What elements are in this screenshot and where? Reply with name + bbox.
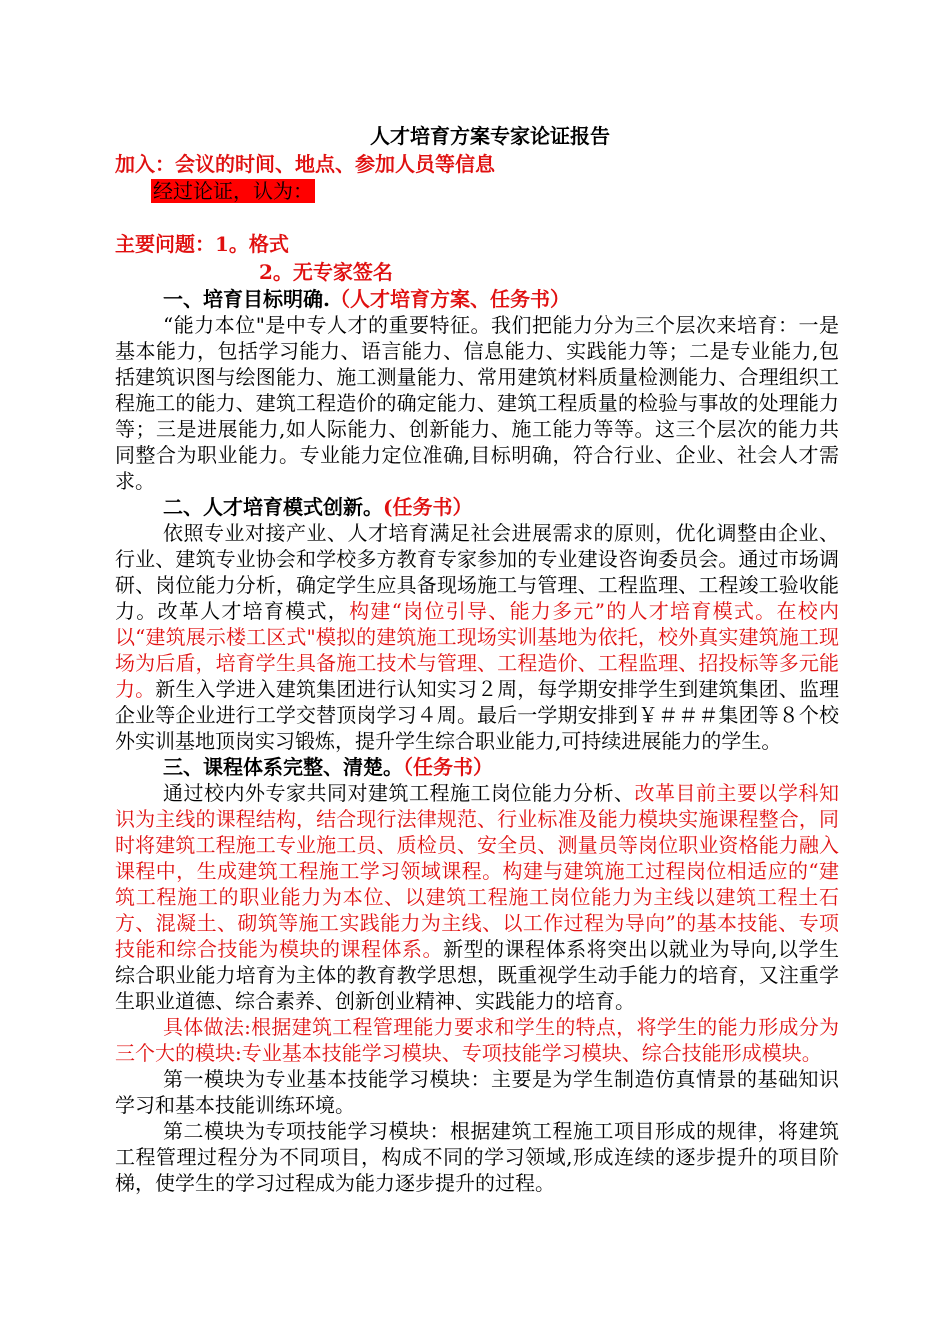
paragraph-method: 具体做法:根据建筑工程管理能力要求和学生的特点，将学生的能力形成分为三个大的模块:专业基本技能学习模块、专项技能学习模块、综合技能形成模块。 bbox=[115, 1015, 839, 1065]
section-heading-text: 一、培育目标明确. bbox=[163, 287, 330, 311]
meeting-info-note: 加入：会议的时间、地点、参加人员等信息 bbox=[115, 152, 495, 176]
paragraph-ability: “能力本位"是中专人才的重要特征。我们把能力分为三个层次来培育：一是基本能力，包括学习能力、语言能力、信息能力、实践能力等；二是专业能力,包括建筑识图与绘图能力、施工测量能力、常用建筑材料质量检测能力、合理组织工程施工的能力、建筑工程造价的确定能力、建筑工程质量的检验与事故的处理能力等；三是进展能力,如人际能力、创新能力、施工能力等等。这三个层次的能力共同整合为职业能力。专业能力定位准确,目标明确，符合行业、企业、社会人才需求。 bbox=[115, 313, 839, 493]
paragraph-module-2: 第二模块为专项技能学习模块：根据建筑工程施工项目形成的规律，将建筑工程管理过程分为不同项目，构成不同的学习领域,形成连续的逐步提升的项目阶梯，使学生的学习过程成为能力逐步提升的过程。 bbox=[115, 1119, 839, 1195]
highlight-line bbox=[151, 178, 839, 204]
paragraph-curriculum bbox=[115, 780, 839, 1014]
section-heading-text: 二、人才培育模式创新。 bbox=[163, 495, 383, 519]
blank-line bbox=[115, 204, 839, 230]
paragraph-text: 新生入学进入建筑集团进行认知实习２周，每学期安排学生到建筑集团、监理企业等企业进行工学交替顶岗学习４周。最后一学期安排到￥＃＃＃集团等８个校外实训基地顶岗实习锻炼，提升学生综合职业能力,可持续进展能力的学生。 bbox=[115, 677, 840, 753]
section-heading-tag: （任务书） bbox=[403, 755, 493, 779]
highlighted-text: 经过论证，认为： bbox=[153, 179, 313, 203]
section-heading-text: 三、课程体系完整、清楚。 bbox=[163, 755, 403, 779]
paragraph-text: 新型的课程体系将突出以就业为导向,以学生综合职业能力培育为主体的教育教学思想，既重视学生动手能力的培育，又注重学生职业道德、综合素养、创新创业精神、实践能力的培育。 bbox=[115, 937, 840, 1013]
paragraph-text: 依照专业对接产业、人才培育满足社会进展需求的原则，优化调整由企业、行业、建筑专业协会和学校多方教育专家参加的专业建设咨询委员会。通过市场调研、岗位能力分析，确定学生应具备现场施工与管理、工程监理、工程竣工验收能力。改革人才培育模式， bbox=[115, 521, 839, 623]
paragraph-module-1: 第一模块为专业基本技能学习模块：主要是为学生制造仿真情景的基础知识学习和基本技能训练环境。 bbox=[115, 1067, 839, 1117]
problem-line-1: 主要问题：1。格式 bbox=[115, 232, 289, 256]
paragraph-training-mode bbox=[115, 520, 839, 754]
paragraph-red-text: 改革目前主要以学科知识为主线的课程结构，结合现行法律规范、行业标准及能力模块实施课程整合，同时将建筑工程施工专业施工员、质检员、安全员、测量员等岗位职业资格能力融入课程中，生成建筑工程施工学习领域课程。构建与建筑施工过程岗位相适应的“建筑工程施工的职业能力为本位、以建筑工程施工岗位能力为主线以建筑工程土石方、混凝土、砌筑等施工实践能力为主线、以工作过程为导向”的基本技能、专项技能和综合技能为模块的课程体系。 bbox=[115, 781, 839, 961]
section-heading-tag: (任务书） bbox=[383, 495, 473, 519]
section-heading-1 bbox=[163, 286, 839, 312]
section-heading-3 bbox=[163, 754, 839, 780]
problem-line-2: 2。无专家签名 bbox=[259, 260, 393, 284]
section-heading-2 bbox=[163, 494, 839, 520]
paragraph-text: 通过校内外专家共同对建筑工程施工岗位能力分析、 bbox=[163, 781, 635, 805]
section-heading-tag: （人才培育方案、任务书） bbox=[329, 287, 570, 311]
paragraph-red-text: 构建“岗位引导、能力多元”的人才培育模式。在校内以“建筑展示楼工区式"模拟的建筑施工现场实训基地为依托，校外真实建筑施工现场为后盾，培育学生具备施工技术与管理、工程造价、工程监理、招投标等多元能力。 bbox=[115, 599, 840, 701]
problems-note bbox=[115, 230, 839, 286]
document-page bbox=[115, 122, 839, 1196]
document-title: 人才培育方案专家论证报告 bbox=[370, 124, 610, 148]
